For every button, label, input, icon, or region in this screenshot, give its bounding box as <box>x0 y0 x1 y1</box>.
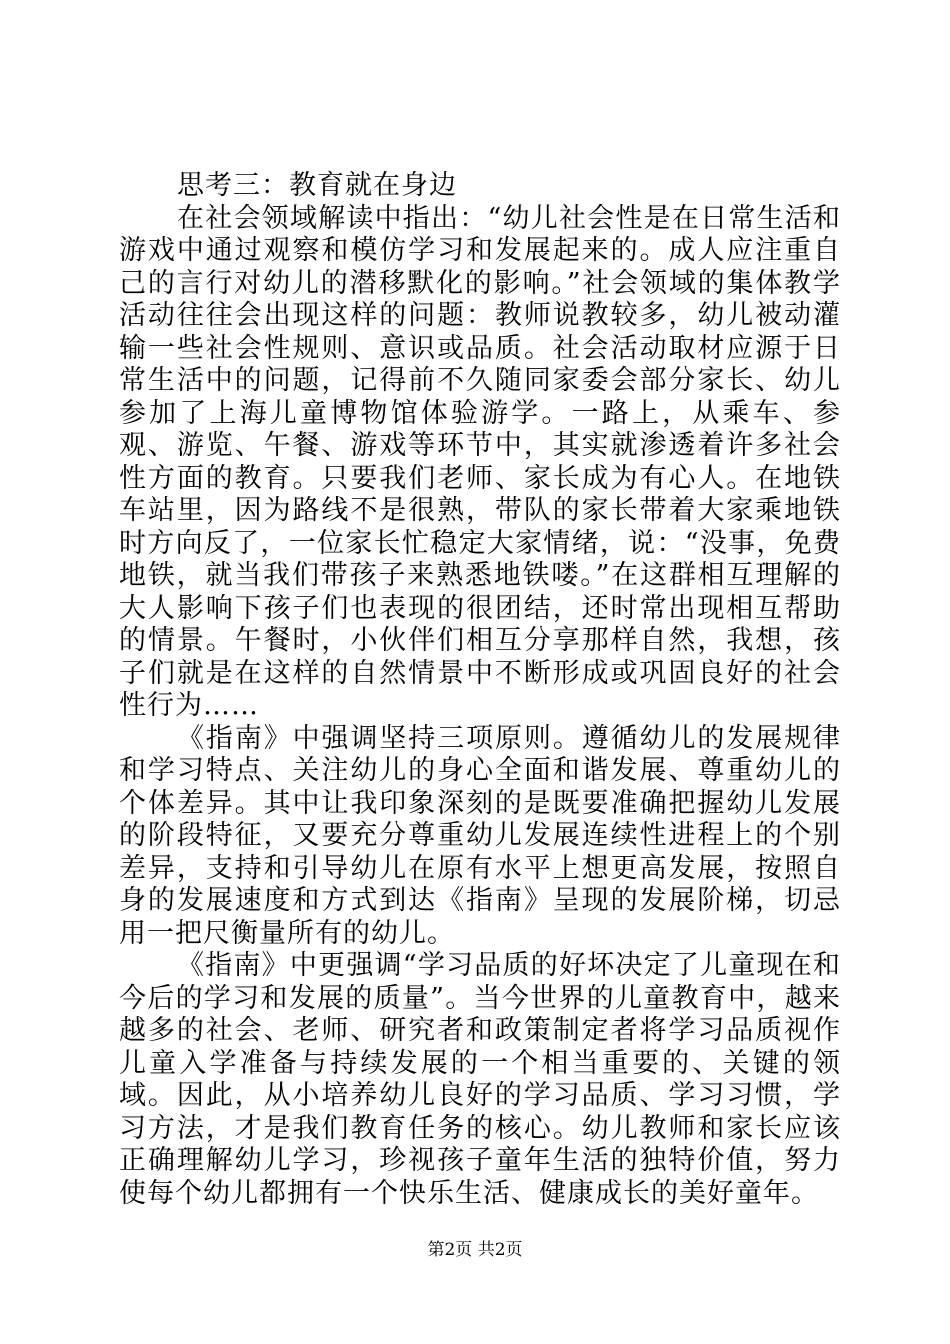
page-footer: 第2页 共2页 <box>427 1240 523 1260</box>
paragraph-three-principles: 《指南》中强调坚持三项原则。遵循幼儿的发展规律和学习特点、关注幼儿的身心全面和谐发展、尊重幼儿的个体差异。其中让我印象深刻的是既要准确把握幼儿发展的阶段特征，又要充分尊重幼儿发展连续性进程上的个别差异，支持和引导幼儿在原有水平上想更高发展，按照自身的发展速度和方式到达《指南》呈现的发展阶梯，切忌用一把尺衡量所有的幼儿。 <box>119 722 841 949</box>
section-heading: 思考三：教育就在身边 <box>177 170 457 201</box>
paragraph-learning-quality: 《指南》中更强调“学习品质的好坏决定了儿童现在和今后的学习和发展的质量”。当今世界的儿童教育中，越来越多的社会、老师、研究者和政策制定者将学习品质视作儿童入学准备与持续发展的一个相当重要的、关键的领域。因此，从小培养幼儿良好的学习品质、学习习惯，学习方法，才是我们教育任务的核心。幼儿教师和家长应该正确理解幼儿学习，珍视孩子童年生活的独特价值，努力使每个幼儿都拥有一个快乐生活、健康成长的美好童年。 <box>119 950 841 1209</box>
paragraph-social-education: 在社会领域解读中指出：“幼儿社会性是在日常生活和游戏中通过观察和模仿学习和发展起来的。成人应注重自己的言行对幼儿的潜移默化的影响。”社会领域的集体教学活动往往会出现这样的问题：教师说教较多，幼儿被动灌输一些社会性规则、意识或品质。社会活动取材应源于日常生活中的问题，记得前不久随同家委会部分家长、幼儿参加了上海儿童博物馆体验游学。一路上，从乘车、参观、游览、午餐、游戏等环节中，其实就渗透着许多社会性方面的教育。只要我们老师、家长成为有心人。在地铁车站里，因为路线不是很熟，带队的家长带着大家乘地铁时方向反了，一位家长忙稳定大家情绪，说：“没事，免费地铁，就当我们带孩子来熟悉地铁喽。”在这群相互理解的大人影响下孩子们也表现的很团结，还时常出现相互帮助的情景。午餐时，小伙伴们相互分享那样自然，我想，孩子们就是在这样的自然情景中不断形成或巩固良好的社会性行为…… <box>119 202 841 721</box>
document-body <box>119 170 841 1210</box>
